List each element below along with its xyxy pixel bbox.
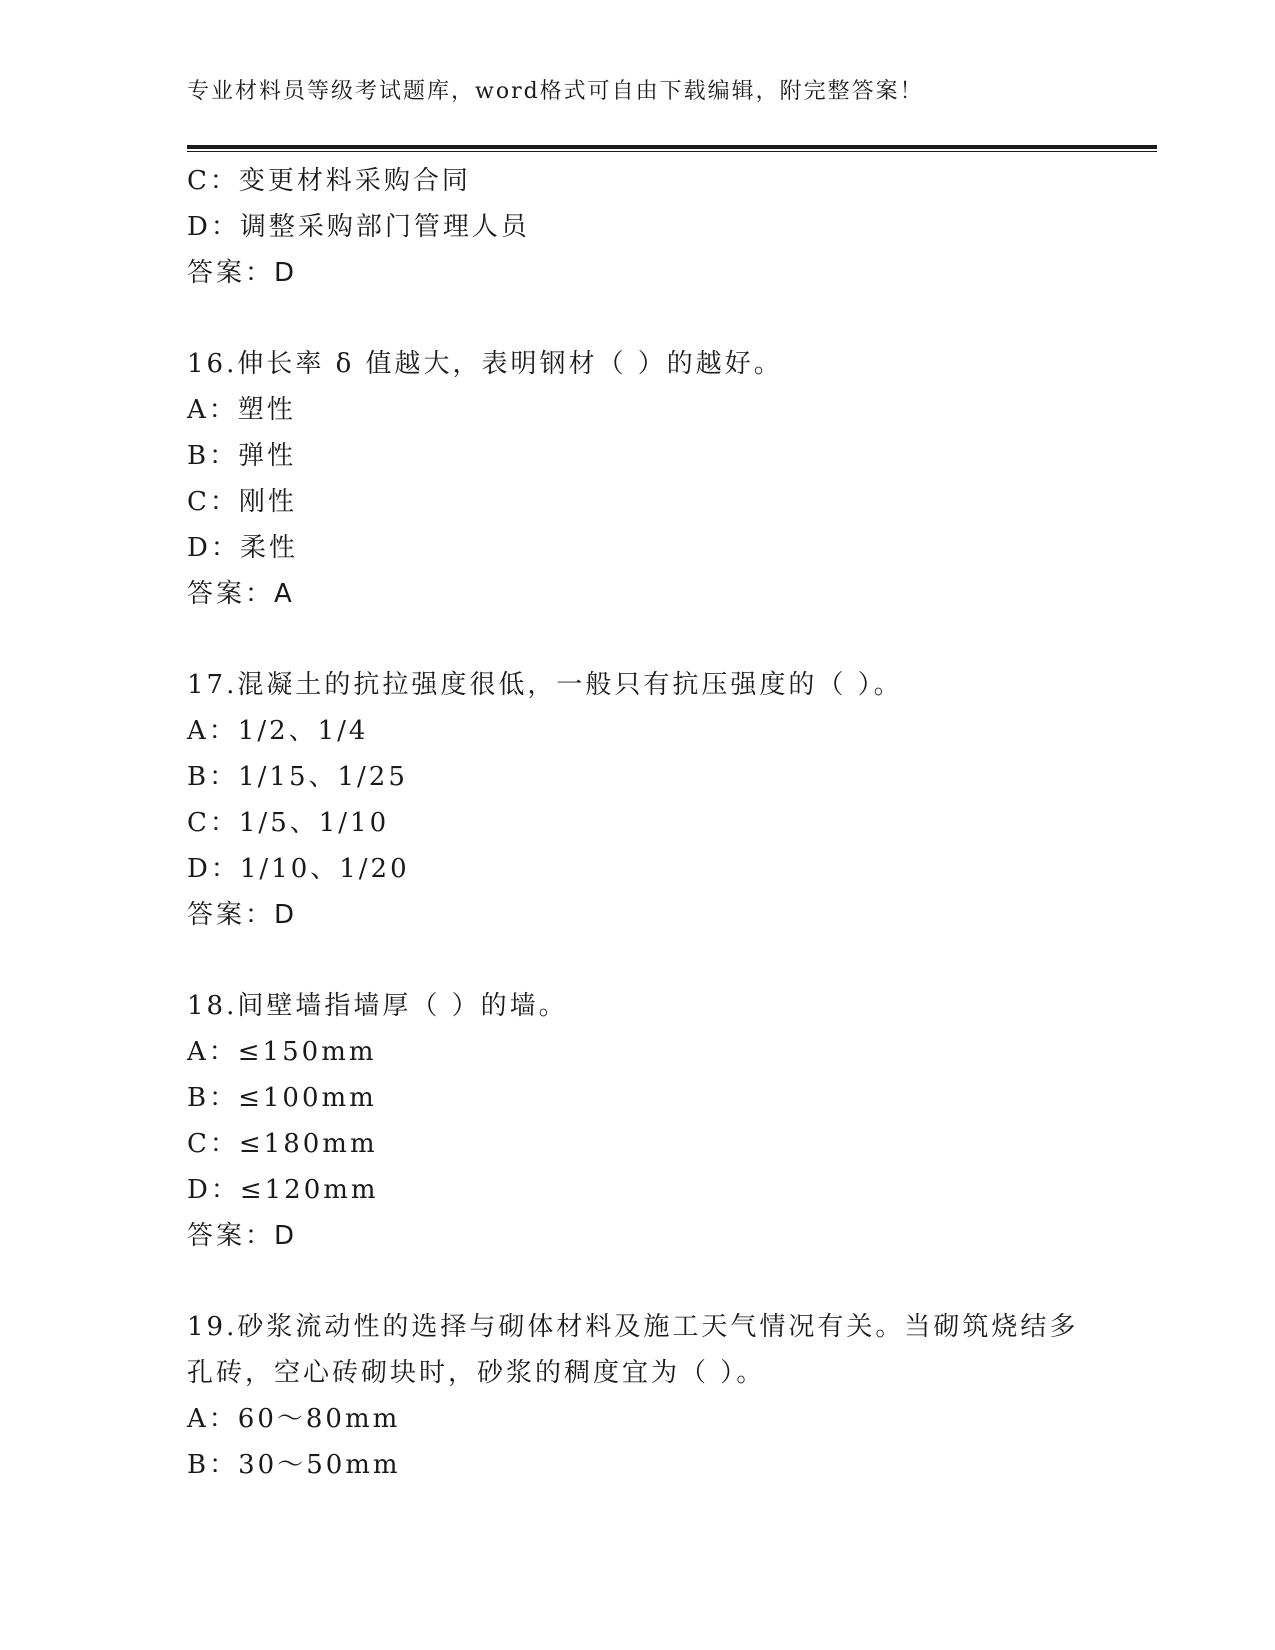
header-rule-thick xyxy=(187,145,1157,149)
question-text-line-1: 19.砂浆流动性的选择与砌体材料及施工天气情况有关。当砌筑烧结多 xyxy=(187,1312,1079,1342)
question-17 xyxy=(187,662,1087,938)
answer-line: 答案：D xyxy=(187,258,298,288)
question-18 xyxy=(187,983,1087,1259)
option-b: B：≤100mm xyxy=(187,1083,377,1113)
option-b: B：1/15、1/25 xyxy=(187,762,408,792)
question-15-tail xyxy=(187,158,1087,296)
option-b: B：30～50mm xyxy=(187,1450,401,1480)
option-c: C：变更材料采购合同 xyxy=(187,166,471,196)
answer-line: 答案：D xyxy=(187,1221,298,1251)
option-d: D：调整采购部门管理人员 xyxy=(187,212,530,242)
option-c: C：刚性 xyxy=(187,487,297,517)
page-header: 专业材料员等级考试题库，word格式可自由下载编辑，附完整答案！ xyxy=(187,79,924,104)
option-a: A：1/2、1/4 xyxy=(187,716,369,746)
spacer xyxy=(187,296,1087,341)
option-d: D：柔性 xyxy=(187,533,298,563)
spacer xyxy=(187,617,1087,662)
header-rule-thin xyxy=(187,151,1157,152)
option-d: D：≤120mm xyxy=(187,1175,379,1205)
question-text: 17.混凝土的抗拉强度很低，一般只有抗压强度的（ ）。 xyxy=(187,670,903,700)
option-d: D：1/10、1/20 xyxy=(187,854,410,884)
question-list xyxy=(187,158,1087,1488)
option-c: C：1/5、1/10 xyxy=(187,808,390,838)
answer-line: 答案：D xyxy=(187,900,298,930)
option-b: B：弹性 xyxy=(187,441,297,471)
question-text-line-2: 孔砖，空心砖砌块时，砂浆的稠度宜为（ ）。 xyxy=(187,1358,766,1388)
option-a: A：塑性 xyxy=(187,395,296,425)
option-c: C：≤180mm xyxy=(187,1129,378,1159)
spacer xyxy=(187,1259,1087,1304)
option-a: A：≤150mm xyxy=(187,1037,377,1067)
question-text: 18.间壁墙指墙厚（ ）的墙。 xyxy=(187,991,568,1021)
question-19 xyxy=(187,1304,1087,1488)
spacer xyxy=(187,938,1087,983)
question-text: 16.伸长率 δ 值越大，表明钢材（ ）的越好。 xyxy=(187,349,783,379)
question-16 xyxy=(187,341,1087,617)
option-a: A：60～80mm xyxy=(187,1404,401,1434)
answer-line: 答案：A xyxy=(187,579,295,609)
